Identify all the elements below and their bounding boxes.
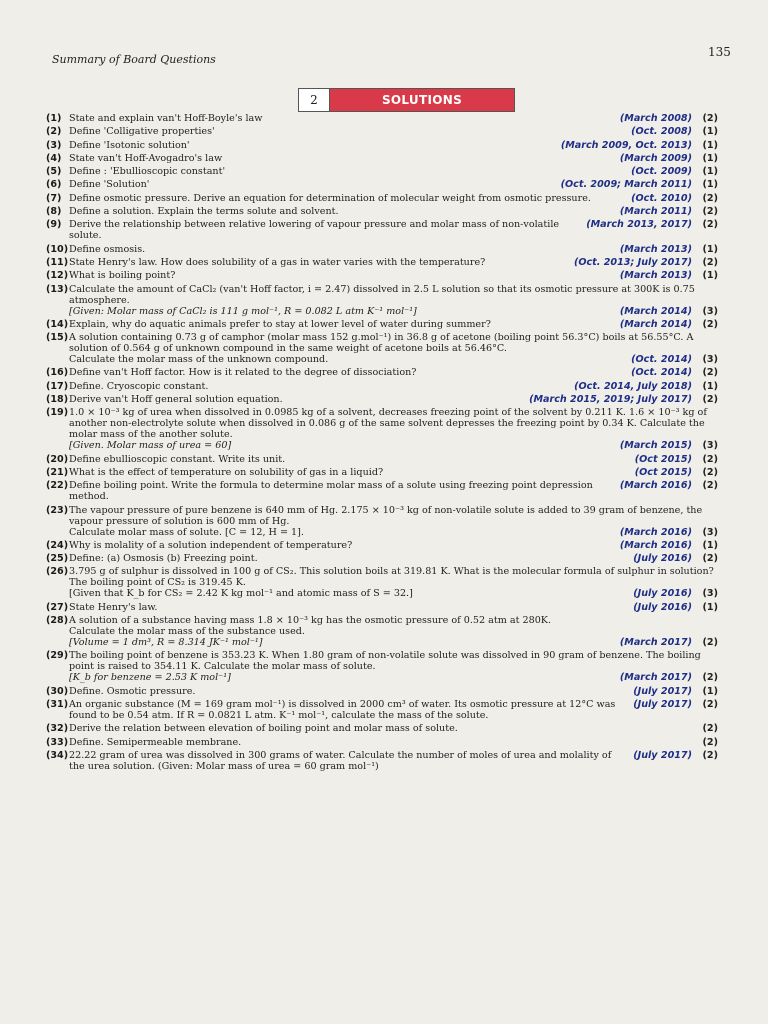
marks-label: (1) bbox=[702, 270, 718, 282]
marks-label: (2) bbox=[702, 219, 718, 231]
question-text: What is the effect of temperature on solubility of gas in a liquid? bbox=[69, 466, 384, 478]
question-list bbox=[46, 113, 718, 774]
question-number: (27) bbox=[46, 601, 69, 613]
question-text: Explain, why do aquatic animals prefer to stay at lower level of water during summer? bbox=[69, 318, 491, 330]
exam-reference: (July 2017) bbox=[633, 685, 692, 697]
question-item bbox=[46, 270, 718, 281]
question-text: A solution containing 0.73 g of camphor (molar mass 152 g.mol⁻¹) in 36.8 g of acetone (boiling point 56.3°C) boils at 56.55°C. A solution of 0.564 g of unknown compound in the same weight of acetone boils at 56.46°C. bbox=[69, 332, 694, 355]
exam-reference: (July 2016) bbox=[633, 601, 692, 613]
question-number: (33) bbox=[46, 736, 69, 748]
question-number: (15) bbox=[46, 332, 69, 344]
question-given-data: [Given. Molar mass of urea = 60] bbox=[69, 440, 232, 452]
question-text: State Henry's law. bbox=[69, 601, 158, 613]
question-text: The boiling point of benzene is 353.23 K. When 1.80 gram of non-volatile solute was dissolved in 90 gram of benzene. The boiling point is raised to 354.11 K. Calculate the molar mass of solute. bbox=[69, 650, 701, 673]
exam-reference: (July 2016) bbox=[633, 553, 692, 565]
question-item bbox=[46, 553, 718, 564]
exam-reference: (Oct 2015) bbox=[634, 453, 692, 465]
question-number: (12) bbox=[46, 270, 69, 282]
question-number: (5) bbox=[46, 166, 62, 178]
exam-reference: (Oct. 2014, July 2018) bbox=[574, 380, 692, 392]
question-item bbox=[46, 113, 718, 124]
question-item bbox=[46, 126, 718, 137]
question-number: (28) bbox=[46, 615, 69, 627]
marks-label: (2) bbox=[702, 256, 718, 268]
question-item bbox=[46, 505, 718, 538]
exam-reference: (March 2016) bbox=[619, 526, 692, 538]
question-text: State and explain van't Hoff-Boyle's law bbox=[69, 113, 263, 124]
question-text: Define : 'Ebullioscopic constant' bbox=[69, 166, 226, 178]
question-text: Define 'Solution' bbox=[69, 179, 150, 191]
question-given-data: [K_b for benzene = 2.53 K mol⁻¹] bbox=[69, 672, 231, 684]
question-given-data: [Volume = 1 dm³, R = 8.314 JK⁻¹ mol⁻¹] bbox=[69, 637, 263, 649]
question-number: (11) bbox=[46, 256, 69, 268]
question-text: Calculate the amount of CaCl₂ (van't Hoff factor, i = 2.47) dissolved in 2.5 L solution so that its osmotic pressure at 300K is 0.75 atmosphere. bbox=[69, 283, 695, 306]
question-text: Define boiling point. Write the formula to determine molar mass of a solute using freezing point depression method. bbox=[69, 480, 593, 503]
exam-reference: (Oct. 2009; March 2011) bbox=[560, 179, 692, 191]
question-item bbox=[46, 394, 718, 405]
question-item bbox=[46, 284, 718, 317]
running-head: Summary of Board Questions bbox=[52, 53, 216, 66]
question-number: (19) bbox=[46, 407, 69, 419]
marks-label: (2) bbox=[702, 637, 718, 649]
question-text: Calculate the molar mass of the substance used. bbox=[69, 626, 305, 638]
question-number: (7) bbox=[46, 192, 62, 204]
question-text: Derive van't Hoff general solution equation. bbox=[69, 394, 283, 406]
question-item bbox=[46, 407, 718, 451]
chapter-heading bbox=[298, 88, 515, 112]
question-item bbox=[46, 332, 718, 365]
marks-label: (1) bbox=[702, 685, 718, 697]
question-text: Derive the relation between elevation of boiling point and molar mass of solute. bbox=[69, 723, 458, 735]
question-item bbox=[46, 686, 718, 697]
question-item bbox=[46, 615, 718, 648]
exam-reference: (March 2015, 2019; July 2017) bbox=[529, 394, 692, 406]
question-text: An organic substance (M = 169 gram mol⁻¹) is dissolved in 2000 cm³ of water. Its osmotic pressure at 12°C was found to be 0.54 atm. If R = 0.0821 L atm. K⁻¹ mol⁻¹, calculate the mass of the solute. bbox=[69, 698, 616, 721]
marks-label: (2) bbox=[702, 723, 718, 735]
question-item bbox=[46, 737, 718, 748]
exam-reference: (March 2009) bbox=[619, 152, 692, 164]
marks-label: (3) bbox=[702, 526, 718, 538]
question-text: Define a solution. Explain the terms solute and solvent. bbox=[69, 206, 339, 218]
exam-reference: (July 2017) bbox=[633, 749, 692, 761]
question-text: [Given that K_b for CS₂ = 2.42 K kg mol⁻¹ and atomic mass of S = 32.] bbox=[69, 588, 413, 600]
question-number: (6) bbox=[46, 179, 62, 191]
exam-reference: (Oct. 2014) bbox=[631, 367, 692, 379]
marks-label: (3) bbox=[702, 354, 718, 366]
question-item bbox=[46, 381, 718, 392]
marks-label: (2) bbox=[702, 318, 718, 330]
marks-label: (2) bbox=[702, 367, 718, 379]
question-item bbox=[46, 257, 718, 268]
question-item bbox=[46, 153, 718, 164]
exam-reference: (Oct. 2009) bbox=[631, 166, 692, 178]
question-number: (29) bbox=[46, 650, 69, 662]
question-number: (31) bbox=[46, 698, 69, 710]
marks-label: (3) bbox=[702, 305, 718, 317]
marks-label: (2) bbox=[702, 672, 718, 684]
marks-label: (2) bbox=[702, 736, 718, 748]
question-item bbox=[46, 367, 718, 378]
question-text: Define osmosis. bbox=[69, 243, 146, 255]
question-number: (18) bbox=[46, 394, 69, 406]
exam-reference: (July 2017) bbox=[633, 698, 692, 710]
question-item bbox=[46, 206, 718, 217]
question-text: What is boiling point? bbox=[69, 270, 176, 282]
exam-reference: (March 2016) bbox=[619, 480, 692, 492]
marks-label: (2) bbox=[702, 113, 718, 124]
question-text: 3.795 g of sulphur is dissolved in 100 g of CS₂. This solution boils at 319.81 K. What is the molecular formula of sulphur in solution? The boiling point of CS₂ is 319.45 K. bbox=[69, 566, 714, 589]
question-number: (22) bbox=[46, 480, 69, 492]
question-item bbox=[46, 166, 718, 177]
marks-label: (1) bbox=[702, 166, 718, 178]
marks-label: (3) bbox=[702, 588, 718, 600]
marks-label: (1) bbox=[702, 179, 718, 191]
question-text: Derive the relationship between relative lowering of vapour pressure and molar mass of non-volatile solute. bbox=[69, 219, 560, 242]
exam-reference: (March 2008) bbox=[619, 113, 692, 124]
question-item bbox=[46, 179, 718, 190]
question-item bbox=[46, 193, 718, 204]
marks-label: (1) bbox=[702, 126, 718, 138]
exam-reference: (March 2015) bbox=[619, 440, 692, 452]
question-text: The vapour pressure of pure benzene is 640 mm of Hg. 2.175 × 10⁻³ kg of non-volatile solute is added to 39 gram of benzene, the vapour pressure of solution is 600 mm of Hg. bbox=[69, 504, 703, 527]
marks-label: (2) bbox=[702, 553, 718, 565]
exam-reference: (March 2013) bbox=[619, 270, 692, 282]
question-item bbox=[46, 699, 718, 721]
question-text: State Henry's law. How does solubility of a gas in water varies with the temperature? bbox=[69, 256, 486, 268]
question-item bbox=[46, 219, 718, 241]
marks-label: (2) bbox=[702, 453, 718, 465]
question-text: Define ebullioscopic constant. Write its unit. bbox=[69, 453, 286, 465]
question-text: Calculate molar mass of solute. [C = 12, H = 1]. bbox=[69, 526, 304, 538]
question-number: (23) bbox=[46, 504, 69, 516]
marks-label: (1) bbox=[702, 539, 718, 551]
question-number: (3) bbox=[46, 139, 62, 151]
question-number: (25) bbox=[46, 553, 69, 565]
question-text: Define. Semipermeable membrane. bbox=[69, 736, 242, 748]
marks-label: (3) bbox=[702, 440, 718, 452]
exam-reference: (March 2013, 2017) bbox=[586, 219, 692, 231]
question-item bbox=[46, 454, 718, 465]
question-text: Why is molality of a solution independent of temperature? bbox=[69, 539, 353, 551]
question-text: Define 'Colligative properties' bbox=[69, 126, 215, 138]
exam-reference: (March 2013) bbox=[619, 243, 692, 255]
marks-label: (2) bbox=[702, 192, 718, 204]
question-number: (9) bbox=[46, 219, 62, 231]
question-number: (17) bbox=[46, 380, 69, 392]
chapter-number: 2 bbox=[299, 89, 330, 111]
question-item bbox=[46, 319, 718, 330]
marks-label: (2) bbox=[702, 394, 718, 406]
question-number: (1) bbox=[46, 113, 62, 124]
exam-reference: (March 2017) bbox=[619, 672, 692, 684]
chapter-title: SOLUTIONS bbox=[330, 89, 514, 111]
question-text: Define van't Hoff factor. How is it related to the degree of dissociation? bbox=[69, 367, 417, 379]
marks-label: (2) bbox=[702, 749, 718, 761]
question-text: Define. Osmotic pressure. bbox=[69, 685, 196, 697]
exam-reference: (Oct. 2010) bbox=[631, 192, 692, 204]
question-item bbox=[46, 140, 718, 151]
question-number: (24) bbox=[46, 539, 69, 551]
exam-reference: (March 2017) bbox=[619, 637, 692, 649]
exam-reference: (Oct. 2013; July 2017) bbox=[573, 256, 692, 268]
exam-reference: (March 2016) bbox=[619, 539, 692, 551]
question-item bbox=[46, 723, 718, 734]
question-text: 1.0 × 10⁻³ kg of urea when dissolved in 0.0985 kg of a solvent, decreases freezing point of the solvent by 0.211 K. 1.6 × 10⁻³ kg of another non-electrolyte solute when dissolved in 0.086 g of the same solvent depresses the freezing point by 0.34 K. Calculate the molar mass of the another solute. bbox=[69, 407, 707, 441]
question-item bbox=[46, 540, 718, 551]
marks-label: (1) bbox=[702, 139, 718, 151]
marks-label: (1) bbox=[702, 601, 718, 613]
marks-label: (2) bbox=[702, 466, 718, 478]
question-item bbox=[46, 467, 718, 478]
marks-label: (1) bbox=[702, 152, 718, 164]
question-number: (8) bbox=[46, 206, 62, 218]
exam-reference: (March 2011) bbox=[619, 206, 692, 218]
marks-label: (2) bbox=[702, 206, 718, 218]
marks-label: (2) bbox=[702, 698, 718, 710]
question-item bbox=[46, 602, 718, 613]
question-text: A solution of a substance having mass 1.8 × 10⁻³ kg has the osmotic pressure of 0.52 atm at 280K. bbox=[69, 615, 552, 627]
exam-reference: (July 2016) bbox=[633, 588, 692, 600]
question-item bbox=[46, 480, 718, 502]
question-item bbox=[46, 244, 718, 255]
question-text: Define 'Isotonic solution' bbox=[69, 139, 190, 151]
marks-label: (1) bbox=[702, 243, 718, 255]
exam-reference: (March 2009, Oct. 2013) bbox=[560, 139, 692, 151]
question-number: (20) bbox=[46, 453, 69, 465]
question-text: 22.22 gram of urea was dissolved in 300 grams of water. Calculate the number of moles of urea and molality of the urea solution. (Given: Molar mass of urea = 60 gram mol⁻¹) bbox=[69, 749, 612, 772]
question-number: (34) bbox=[46, 749, 69, 761]
question-number: (2) bbox=[46, 126, 62, 138]
question-number: (32) bbox=[46, 723, 69, 735]
question-text: State van't Hoff-Avogadro's law bbox=[69, 152, 223, 164]
question-number: (16) bbox=[46, 367, 69, 379]
marks-label: (1) bbox=[702, 380, 718, 392]
question-text: Define: (a) Osmosis (b) Freezing point. bbox=[69, 553, 258, 565]
question-number: (13) bbox=[46, 283, 69, 295]
question-number: (30) bbox=[46, 685, 69, 697]
question-item bbox=[46, 650, 718, 683]
exam-reference: (Oct. 2008) bbox=[631, 126, 692, 138]
question-text: Define osmotic pressure. Derive an equation for determination of molecular weight from osmotic pressure. bbox=[69, 192, 591, 204]
question-given-data: [Given: Molar mass of CaCl₂ is 111 g mol⁻¹, R = 0.082 L atm K⁻¹ mol⁻¹] bbox=[69, 305, 417, 317]
question-number: (14) bbox=[46, 318, 69, 330]
marks-label: (2) bbox=[702, 480, 718, 492]
exam-reference: (Oct. 2014) bbox=[631, 354, 692, 366]
question-number: (10) bbox=[46, 243, 69, 255]
page-number: 135 bbox=[708, 45, 731, 59]
exam-reference: (March 2014) bbox=[619, 305, 692, 317]
exam-reference: (March 2014) bbox=[619, 318, 692, 330]
exam-reference: (Oct 2015) bbox=[634, 466, 692, 478]
question-number: (4) bbox=[46, 152, 62, 164]
question-number: (21) bbox=[46, 466, 69, 478]
question-number: (26) bbox=[46, 566, 69, 578]
question-text: Calculate the molar mass of the unknown compound. bbox=[69, 354, 329, 366]
question-text: Define. Cryoscopic constant. bbox=[69, 380, 209, 392]
question-item bbox=[46, 750, 718, 772]
question-item bbox=[46, 566, 718, 599]
